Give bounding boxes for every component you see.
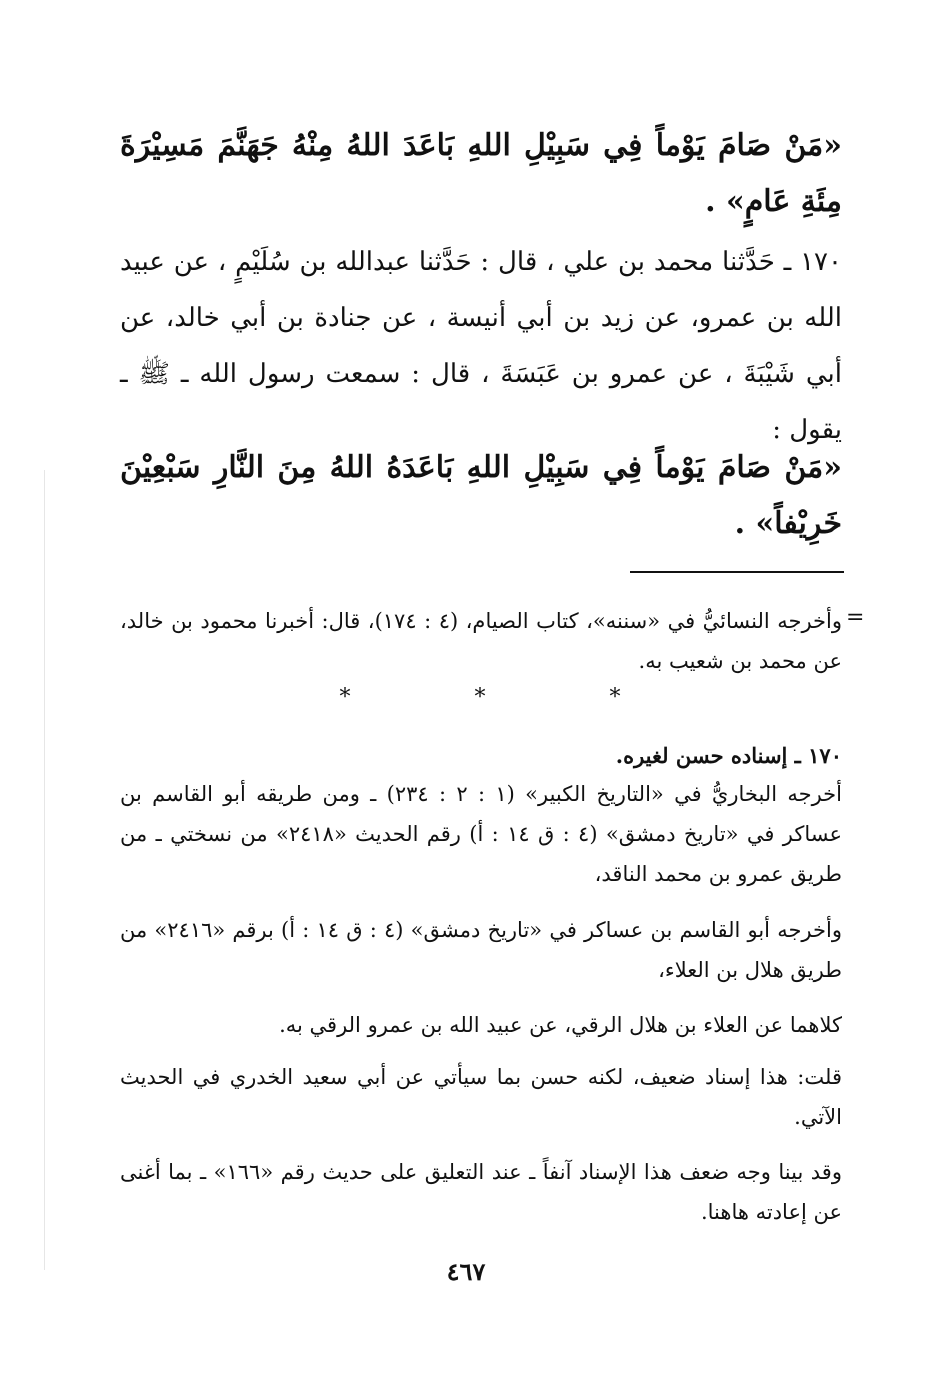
scan-margin-line bbox=[44, 470, 45, 1270]
section-separator-stars bbox=[330, 683, 630, 713]
hadith-text-second: «مَنْ صَامَ يَوْماً فِي سَبِيْلِ اللهِ بَاعَدَهُ اللهُ مِنَ النَّارِ سَبْعِيْنَ خَرِيْفاً» . bbox=[120, 450, 842, 541]
footnote-previous-continued: وأخرجه النسائيُّ في «سننه»، كتاب الصيام، (٤ : ١٧٤)، قال: أخبرنا محمود بن خالد، عن محمد بن شعيب به. bbox=[120, 609, 842, 673]
footnote-continuation-mark: = bbox=[846, 605, 865, 630]
hadith-170-isnad: ١٧٠ ـ حَدَّثنا محمد بن علي ، قال : حَدَّثنا عبدالله بن سُلَيْمٍ ، عن عبيد الله بن عمرو، عن زيد بن أبي أنيسة ، عن جنادة بن أبي خالد، عن أبي شَيْبَةَ ، عن عمرو بن عَبَسَةَ ، قال : سمعت رسول الله ـ ﷺ ـ يقول : bbox=[120, 247, 842, 445]
footnote-paragraph: قلت: هذا إسناد ضعيف، لكنه حسن بما سيأتي عن أبي سعيد الخدري في الحديث الآتي. bbox=[120, 1065, 842, 1129]
separator-star: * bbox=[474, 685, 486, 710]
separator-star: * bbox=[609, 685, 621, 710]
hadith-text-first: «مَنْ صَامَ يَوْماً فِي سَبِيْلِ اللهِ بَاعَدَ اللهُ مِنْهُ جَهَنَّمَ مَسِيْرَةَ مِئَةِ عَامٍ» . bbox=[120, 128, 842, 219]
footnote-paragraph: وأخرجه أبو القاسم بن عساكر في «تاريخ دمشق» (٤ : ق ١٤ : أ) برقم «٢٤١٦» من طريق هلال بن العلاء، bbox=[120, 918, 842, 982]
page-number: ٤٦٧ bbox=[446, 1257, 486, 1286]
footnote-paragraph: كلاهما عن العلاء بن هلال الرقي، عن عبيد الله بن عمرو الرقي به. bbox=[279, 1013, 842, 1037]
footnote-separator-rule bbox=[630, 571, 844, 573]
footnote-170-title: ١٧٠ ـ إسناده حسن لغيره. bbox=[615, 743, 842, 768]
footnote-paragraph: أخرجه البخاريُّ في «التاريخ الكبير» (١ : ٢ : ٢٣٤) ـ ومن طريقه أبو القاسم بن عساكر في «تاريخ دمشق» (٤ : ق ١٤ : أ) رقم الحديث «٢٤١٨» من نسختي ـ من طريق عمرو بن محمد الناقد، bbox=[120, 782, 842, 886]
separator-star: * bbox=[339, 685, 351, 710]
footnote-paragraph: وقد بينا وجه ضعف هذا الإسناد آنفاً ـ عند التعليق على حديث رقم «١٦٦» ـ بما أغنى عن إعادته هاهنا. bbox=[120, 1160, 842, 1224]
